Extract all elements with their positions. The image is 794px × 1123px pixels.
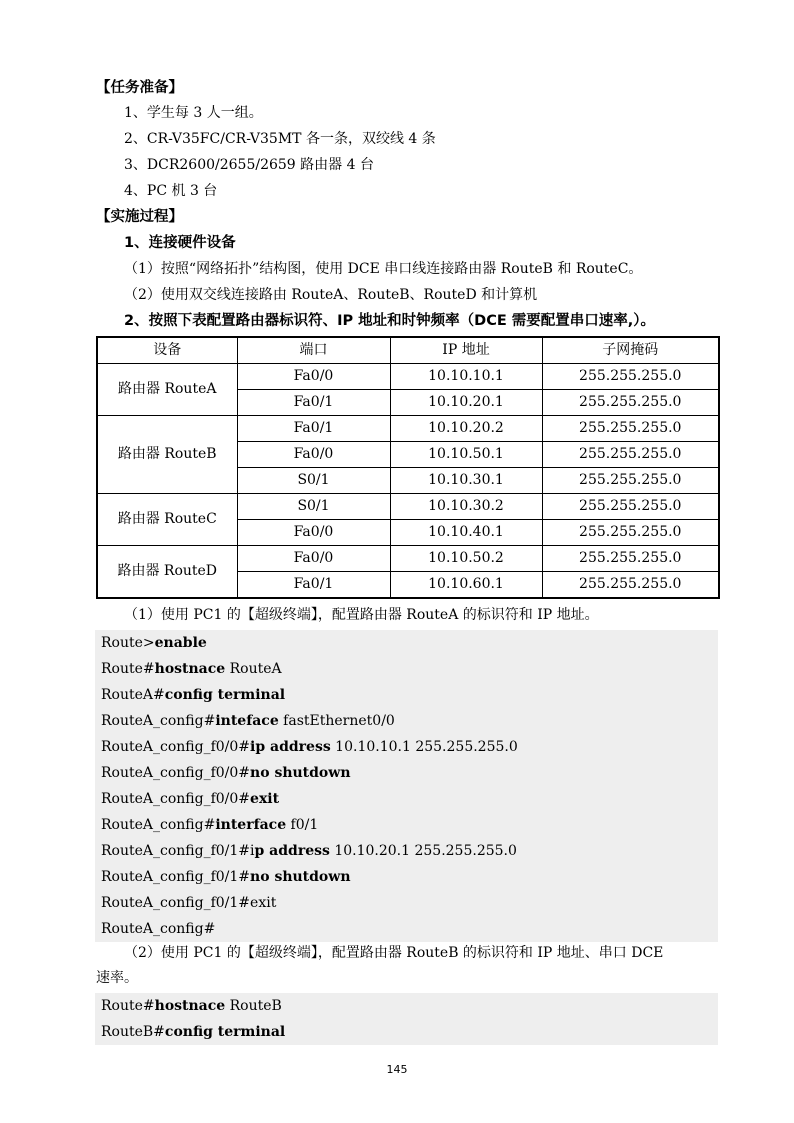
- code-line: RouteA_config_f0/0#exit: [101, 791, 280, 807]
- device-cell: 路由器 RouteA: [97, 364, 237, 416]
- header-mask: 子网掩码: [542, 337, 719, 364]
- header-ip: IP 地址: [390, 337, 542, 364]
- prep-item-2: 2、CR-V35FC/CR-V35MT 各一条，双绞线 4 条: [124, 131, 436, 147]
- code-line: RouteA_config_f0/1#exit: [101, 895, 277, 911]
- ip-cell: 10.10.20.1: [390, 390, 542, 416]
- mask-cell: 255.255.255.0: [542, 520, 719, 546]
- step-2-heading: 2、按照下表配置路由器标识符、IP 地址和时钟频率（DCE 需要配置串口速率,）。: [124, 313, 656, 329]
- ip-cell: 10.10.50.1: [390, 442, 542, 468]
- code-line: Route>enable: [101, 635, 207, 651]
- step-1-heading: 1、连接硬件设备: [124, 235, 236, 251]
- mask-cell: 255.255.255.0: [542, 546, 719, 572]
- table-row: [97, 416, 719, 442]
- header-device: 设备: [97, 337, 237, 364]
- port-cell: Fa0/1: [237, 416, 390, 442]
- port-cell: S0/1: [237, 468, 390, 494]
- prep-item-3: 3、DCR2600/2655/2659 路由器 4 台: [124, 157, 374, 173]
- code-line: RouteA_config#: [101, 921, 216, 937]
- step-1-item-1: （1）按照“网络拓扑”结构图，使用 DCE 串口线连接路由器 RouteB 和 RouteC。: [124, 261, 643, 277]
- ip-cell: 10.10.30.1: [390, 468, 542, 494]
- prep-item-1: 1、学生每 3 人一组。: [124, 105, 263, 121]
- table-row: [97, 494, 719, 520]
- table-row: [97, 546, 719, 572]
- step-1-item-2: （2）使用双交线连接路由 RouteA、RouteB、RouteD 和计算机: [124, 287, 538, 303]
- code-line: RouteA_config#interface f0/1: [101, 817, 319, 833]
- page-number: 145: [386, 1063, 408, 1076]
- code-line: RouteA_config_f0/0#no shutdown: [101, 765, 351, 781]
- code-line: RouteB#config terminal: [101, 1024, 286, 1040]
- instruction-1: （1）使用 PC1 的【超级终端】，配置路由器 RouteA 的标识符和 IP 地址。: [124, 607, 599, 623]
- ip-cell: 10.10.10.1: [390, 364, 542, 390]
- ip-cell: 10.10.50.2: [390, 546, 542, 572]
- mask-cell: 255.255.255.0: [542, 468, 719, 494]
- port-cell: Fa0/0: [237, 546, 390, 572]
- mask-cell: 255.255.255.0: [542, 364, 719, 390]
- ip-cell: 10.10.40.1: [390, 520, 542, 546]
- mask-cell: 255.255.255.0: [542, 390, 719, 416]
- prep-item-4: 4、PC 机 3 台: [124, 183, 218, 199]
- port-cell: Fa0/0: [237, 364, 390, 390]
- device-cell: 路由器 RouteC: [97, 494, 237, 546]
- port-cell: Fa0/1: [237, 572, 390, 599]
- code-line: Route#hostnace RouteA: [101, 661, 282, 677]
- ip-cell: 10.10.30.2: [390, 494, 542, 520]
- mask-cell: 255.255.255.0: [542, 416, 719, 442]
- instruction-2-line-2: 速率。: [96, 970, 138, 986]
- mask-cell: 255.255.255.0: [542, 572, 719, 599]
- table-row: [97, 364, 719, 390]
- code-line: RouteA_config_f0/1#ip address 10.10.20.1 255.255.255.0: [101, 843, 517, 859]
- section-title-prep: 【任务准备】: [96, 80, 183, 96]
- ip-cell: 10.10.20.2: [390, 416, 542, 442]
- port-cell: Fa0/0: [237, 442, 390, 468]
- code-line: Route#hostnace RouteB: [101, 998, 282, 1014]
- device-cell: 路由器 RouteB: [97, 416, 237, 494]
- mask-cell: 255.255.255.0: [542, 442, 719, 468]
- table-header-row: [97, 337, 719, 364]
- port-cell: S0/1: [237, 494, 390, 520]
- code-line: RouteA#config terminal: [101, 687, 286, 703]
- code-block-routeA: [95, 630, 718, 942]
- code-block-routeB: [95, 993, 718, 1045]
- mask-cell: 255.255.255.0: [542, 494, 719, 520]
- port-cell: Fa0/0: [237, 520, 390, 546]
- instruction-2-line-1: （2）使用 PC1 的【超级终端】，配置路由器 RouteB 的标识符和 IP 地址、串口 DCE: [124, 945, 664, 961]
- header-port: 端口: [237, 337, 390, 364]
- code-line: RouteA_config_f0/1#no shutdown: [101, 869, 351, 885]
- code-line: RouteA_config_f0/0#ip address 10.10.10.1 255.255.255.0: [101, 739, 518, 755]
- code-line: RouteA_config#inteface fastEthernet0/0: [101, 713, 395, 729]
- ip-cell: 10.10.60.1: [390, 572, 542, 599]
- config-table: [96, 336, 720, 599]
- device-cell: 路由器 RouteD: [97, 546, 237, 599]
- port-cell: Fa0/1: [237, 390, 390, 416]
- section-title-process: 【实施过程】: [96, 209, 183, 225]
